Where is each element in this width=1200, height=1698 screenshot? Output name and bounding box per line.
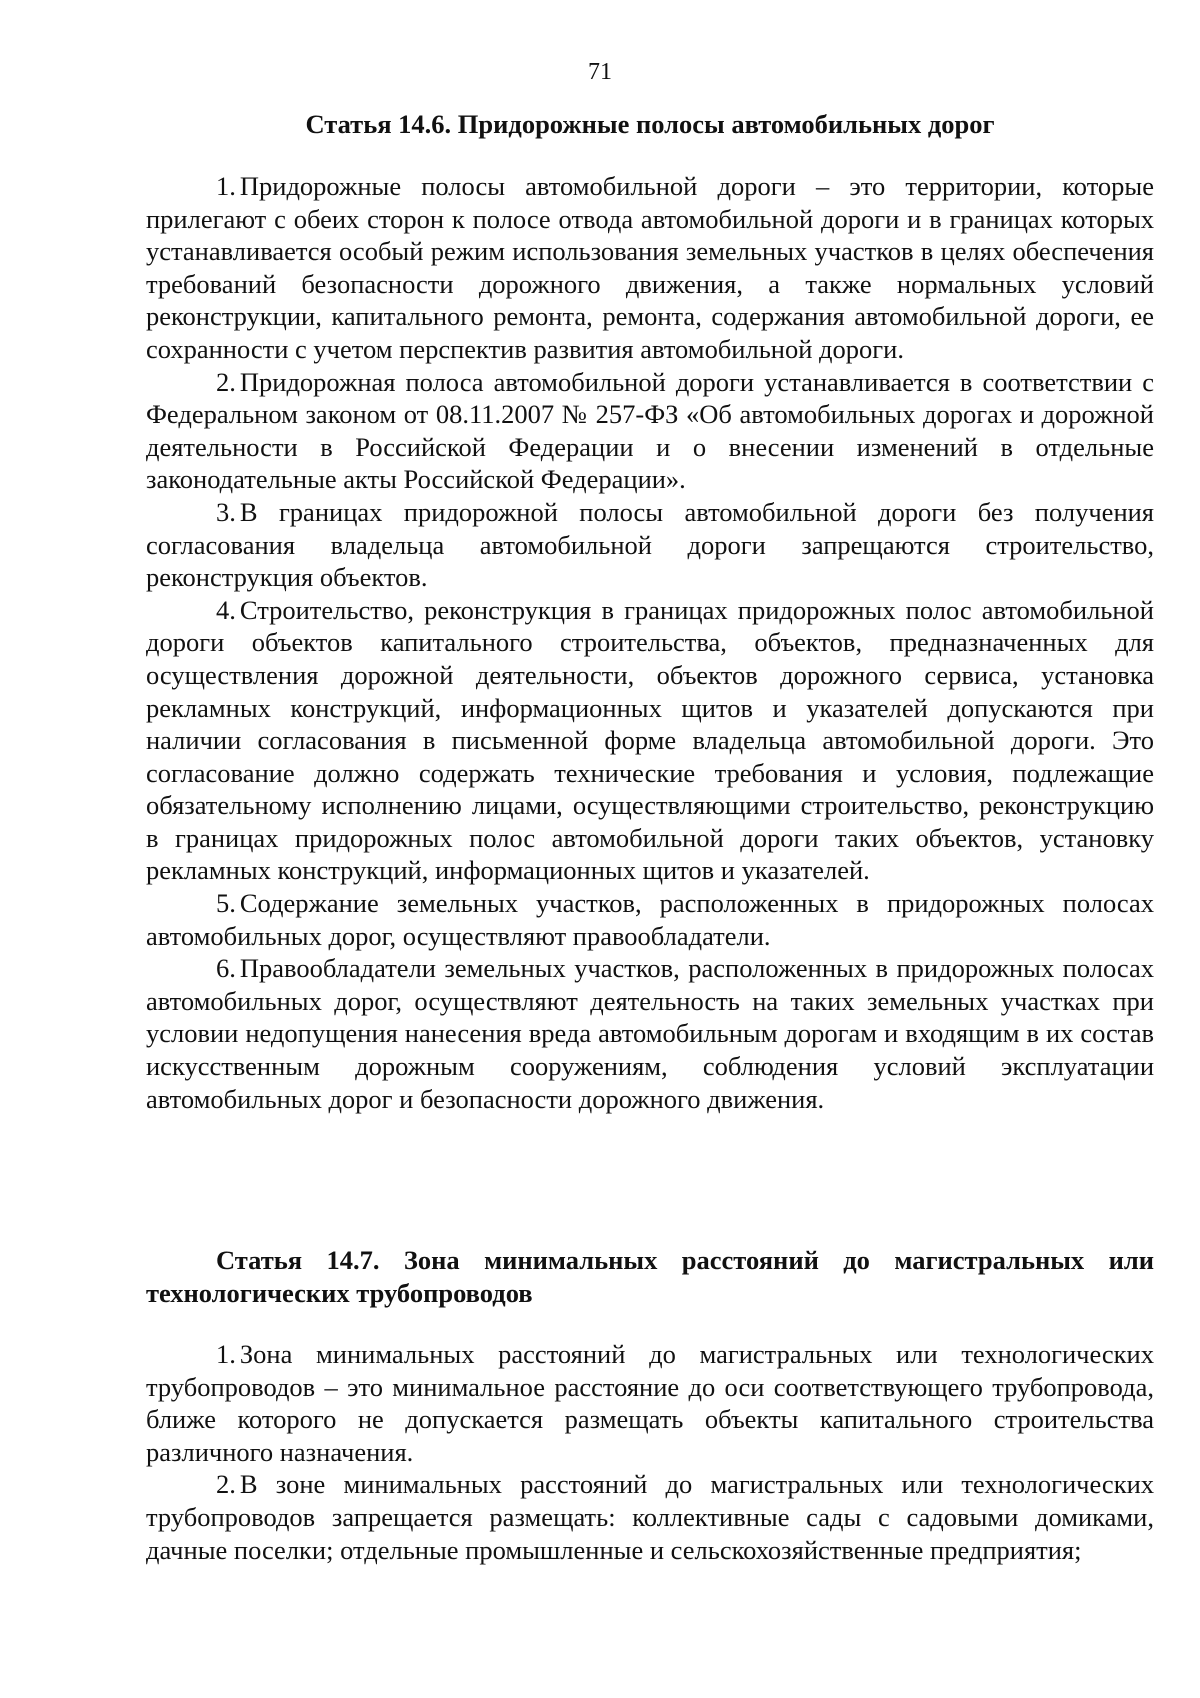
paragraph-number: 6. [216,953,236,984]
paragraph-number: 2. [216,1469,236,1500]
paragraph [146,170,1154,366]
paragraph-number: 1. [216,171,236,201]
paragraph [146,952,1154,1115]
paragraph [146,366,1154,496]
paragraph [146,594,1154,887]
paragraph-number: 1. [216,1339,236,1369]
paragraph [146,1468,1154,1566]
paragraph-text: В границах придорожной полосы автомобильной дороги без получения согласования владельца автомобильной дороги запрещаются строительство, реконструкция объектов. [146,496,1154,593]
paragraph-text: Содержание земельных участков, расположенных в придорожных полосах автомобильных дорог, осуществляют правообладатели. [146,888,1154,951]
section-14-7-title: Статья 14.7. Зона минимальных расстояний до магистральных или технологических трубопроводов [146,1245,1154,1308]
page-number: 71 [588,59,612,85]
section-14-7 [146,1244,1154,1309]
paragraph-text: Строительство, реконструкция в границах придорожных полос автомобильной дороги объектов капитального строительства, объектов, предназначенных для осуществления дорожной деятельности, объектов дорожного сервиса, установка рекламных конструкций, информационных щитов и указателей допускаются при наличии согласования в письменной форме владельца автомобильной дороги. Это согласование должно содержать технические требования и условия, подлежащие обязательному исполнению лицами, осуществляющими строительство, реконструкцию в границах придорожных полос автомобильной дороги таких объектов, установку рекламных конструкций, информационных щитов и указателей. [146,594,1154,886]
paragraph [146,887,1154,952]
paragraph-text: Зона минимальных расстояний до магистральных или технологических трубопроводов – это минимальное расстояние до оси соответствующего трубопровода, ближе которого не допускается размещать объекты капитального строительства различного назначения. [146,1339,1154,1467]
paragraph-number: 4. [216,594,236,625]
paragraph-text: Правообладатели земельных участков, расположенных в придорожных полосах автомобильных дорог, осуществляют деятельность на таких земельных участках при условии недопущения нанесения вреда автомобильным дорогам и входящим в их состав искусственным дорожным сооружениям, соблюдения условий эксплуатации автомобильных дорог и безопасности дорожного движения. [146,953,1154,1114]
paragraph [146,496,1154,594]
section-14-6-body [146,170,1154,1115]
section-14-7-body [146,1338,1154,1566]
paragraph-text: Придорожные полосы автомобильной дороги – это территории, которые прилегают с обеих сторон к полосе отвода автомобильной дороги и в границах которых устанавливается особый режим использования земельных участков в целях обеспечения требований безопасности дорожного движения, а также нормальных условий реконструкции, капитального ремонта, ремонта, содержания автомобильной дороги, ее сохранности с учетом перспектив развития автомобильной дороги. [146,171,1154,364]
section-14-6-title: Статья 14.6. Придорожные полосы автомобильных дорог [305,109,995,139]
paragraph-number: 2. [216,366,236,397]
paragraph-text: Придорожная полоса автомобильной дороги устанавливается в соответствии с Федеральном законом от 08.11.2007 № 257-ФЗ «Об автомобильных дорогах и дорожной деятельности в Российской Федерации и о внесении изменений в отдельные законодательные акты Российской Федерации». [146,366,1154,495]
section-14-6 [146,108,1154,141]
paragraph-number: 3. [216,496,236,527]
paragraph [146,1338,1154,1468]
paragraph-text: В зоне минимальных расстояний до магистральных или технологических трубопроводов запрещается размещать: коллективные сады с садовыми домиками, дачные поселки; отдельные промышленные и сельскохозяйственные предприятия; [146,1469,1154,1565]
paragraph-number: 5. [216,888,236,919]
